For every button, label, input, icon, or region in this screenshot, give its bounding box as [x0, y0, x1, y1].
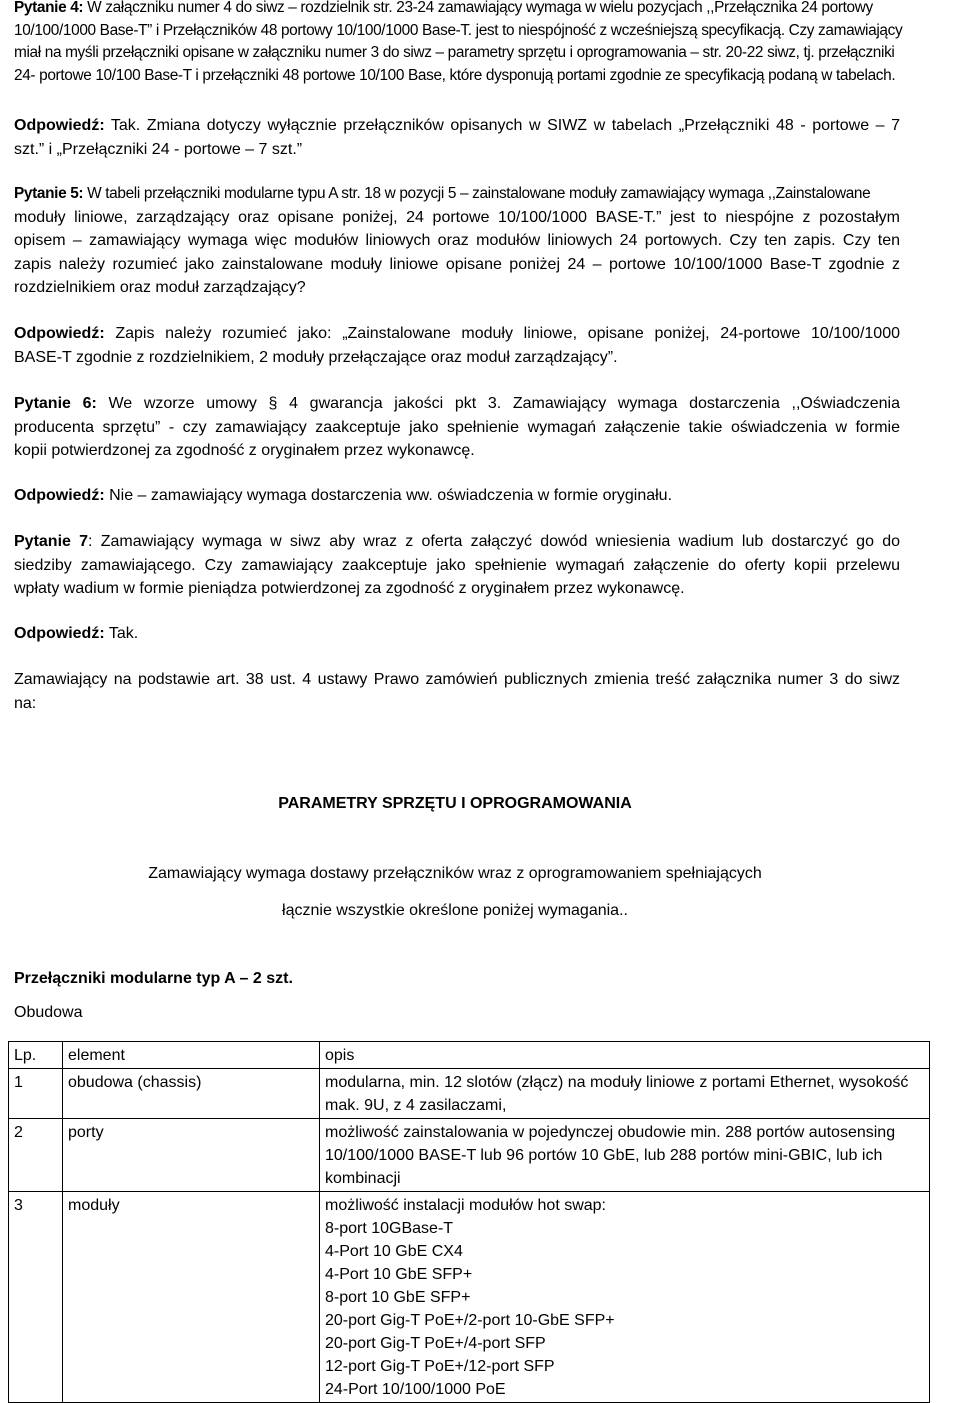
attachment-intro-1: Zamawiający wymaga dostawy przełączników wraz z oprogramowaniem spełniających: [148, 865, 762, 882]
question-7-line-1: : Zamawiający wymaga w siwz aby wraz z oferta załączyć dowód wniesienia wadium lub dostarczyć go do: [88, 533, 900, 550]
section-title: Przełączniki modularne typ A – 2 szt.: [14, 970, 293, 987]
answer-5: [14, 322, 900, 369]
question-6-line-3: kopii potwierdzonej za zgodność z oryginałem przez wykonawcę.: [14, 442, 475, 459]
attachment-intro-2: łącznie wszystkie określone poniżej wymagania..: [282, 902, 628, 919]
row-1-opis: modularna, min. 12 slotów (złącz) na moduły liniowe z portami Ethernet, wysokość mak. 9U, z 4 zasilaczami,: [320, 1069, 930, 1119]
table-header-row: [9, 1042, 930, 1069]
question-7-line-3: wpłaty wadium w formie pieniądza potwierdzonej za zgodność z oryginałem przez wykonawcę.: [14, 580, 685, 597]
question-5-line-5: rozdzielnikiem oraz moduł zarządzający?: [14, 279, 306, 296]
answer-6-label: Odpowiedź:: [14, 487, 105, 504]
question-4-line-3: miał na myśli przełączniki opisane w załączniku numer 3 do siwz – parametry sprzętu i oprogramowania – str. 20-22 siwz, tj. przełączniki: [14, 44, 895, 61]
row-3-lp: 3: [9, 1192, 63, 1403]
change-note-line-1: Zamawiający na podstawie art. 38 ust. 4 ustawy Prawo zamówień publicznych zmienia treść załącznika numer 3 do siwz: [14, 671, 900, 688]
question-5-line-1: W tabeli przełączniki modularne typu A str. 18 w pozycji 5 – zainstalowane moduły zamawiający wymaga ,,Zainstalowane: [83, 185, 871, 202]
row-3-element: moduły: [63, 1192, 320, 1403]
question-5-line-4: zapis należy rozumieć jako zainstalowane moduły liniowe opisane poniżej 24 – portowe 10/100/1000 Base-T zgodnie z: [14, 255, 900, 273]
answer-4-line-2: szt.” i „Przełączniki 24 - portowe – 7 szt.”: [14, 140, 303, 158]
answer-5-line-2: BASE-T zgodnie z rozdzielnikiem, 2 moduły przełączające oraz moduł zarządzający”.: [14, 348, 618, 366]
row-2-element: porty: [63, 1119, 320, 1192]
answer-7-text: Tak.: [104, 625, 139, 642]
row-1-lp: 1: [9, 1069, 63, 1119]
answer-6-text: Nie – zamawiający wymaga dostarczenia ww. oświadczenia w formie oryginału.: [104, 487, 673, 504]
answer-4-label: Odpowiedź:: [14, 117, 105, 134]
table-row: [9, 1192, 930, 1403]
answer-5-line-1: Zapis należy rozumieć jako: „Zainstalowane moduły liniowe, opisane poniżej, 24-portowe 10/100/1000: [104, 325, 900, 342]
question-5-line-2: moduły liniowe, zarządzający oraz opisane poniżej, 24 portowe 10/100/1000 BASE-T.” jest to niespójne z pozostałym: [14, 208, 900, 226]
question-6: [14, 392, 900, 463]
question-5-label: Pytanie 5:: [14, 185, 84, 202]
question-4-line-2: 10/100/1000 Base-T” i Przełączników 48 portowy 10/100/1000 Base-T. jest to niespójność z wcześniejszą specyfikacją. Czy zamawiający: [14, 21, 903, 39]
answer-7-label: Odpowiedź:: [14, 625, 105, 642]
answer-4-line-1: Tak. Zmiana dotyczy wyłącznie przełączników opisanych w SIWZ w tabelach „Przełączniki 48 - portowe – 7: [104, 117, 900, 134]
answer-5-label: Odpowiedź:: [14, 325, 105, 342]
row-2-opis: możliwość zainstalowania w pojedynczej obudowie min. 288 portów autosensing 10/100/1000 BASE-T lub 96 portów 10 GbE, lub 288 portów mini-GBIC, lub ich kombinacji: [320, 1119, 930, 1192]
attachment-title: PARAMETRY SPRZĘTU I OPROGRAMOWANIA: [278, 795, 632, 812]
question-5: [14, 182, 900, 300]
header-lp: Lp.: [9, 1042, 63, 1069]
answer-4: [14, 114, 900, 161]
question-4-label: Pytanie 4:: [14, 0, 84, 16]
header-element: element: [63, 1042, 320, 1069]
question-4-line-4: 24- portowe 10/100 Base-T i przełączniki 48 portowe 10/100 Base, które dysponują portami zgodnie ze specyfikacją podaną w tabelach.: [14, 66, 896, 84]
table-row: [9, 1069, 930, 1119]
question-6-line-2: producenta sprzętu” - czy zamawiający zaakceptuje jako spełnienie wymagań załączenie takie oświadczenia w formie: [14, 418, 900, 436]
spec-table: [8, 1041, 930, 1403]
answer-6: [14, 484, 900, 508]
question-6-line-1: We wzorze umowy § 4 gwarancja jakości pkt 3. Zamawiający wymaga dostarczenia ,,Oświadczenia: [96, 395, 900, 412]
subsection-title: Obudowa: [14, 1004, 83, 1021]
header-opis: opis: [320, 1042, 930, 1069]
row-2-lp: 2: [9, 1119, 63, 1192]
answer-7: [14, 622, 900, 646]
change-note: [14, 668, 900, 715]
question-7-line-2: siedziby zamawiającego. Czy zamawiający zaakceptuje jako spełnienie wymagań załączenie do oferty kopii przelewu: [14, 556, 900, 574]
question-5-line-3: opisem – zamawiający wymaga więc modułów liniowych oraz modułów liniowych 24 portowych. Czy ten zapis. Czy ten: [14, 232, 900, 249]
question-7: [14, 530, 900, 601]
change-note-line-2: na:: [14, 694, 37, 712]
question-4: [14, 0, 920, 87]
question-7-label: Pytanie 7: [14, 533, 89, 550]
row-1-element: obudowa (chassis): [63, 1069, 320, 1119]
row-3-opis: możliwość instalacji modułów hot swap: 8-port 10GBase-T 4-Port 10 GbE CX4 4-Port 10 GbE SFP+ 8-port 10 GbE SFP+ 20-port Gig-T PoE+/2-port 10-GbE SFP+ 20-port Gig-T PoE+/4-port SFP 12-port Gig-T PoE+/12-port SFP 24-Port 10/100/1000 PoE: [320, 1192, 930, 1403]
table-row: [9, 1119, 930, 1192]
question-6-label: Pytanie 6:: [14, 395, 97, 412]
question-4-line-1: W załączniku numer 4 do siwz – rozdzielnik str. 23-24 zamawiający wymaga w wielu pozycjach ,,Przełącznika 24 portowy: [83, 0, 873, 16]
